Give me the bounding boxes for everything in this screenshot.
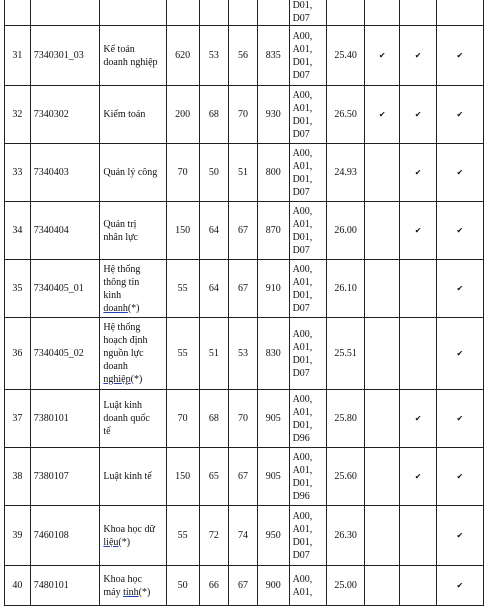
subject-combos — [289, 86, 327, 144]
cutoff-score — [327, 0, 365, 26]
combo-code: A00, — [292, 147, 313, 159]
combo-code: D01, — [292, 536, 313, 548]
check-icon — [400, 260, 436, 318]
value-c: 905 — [257, 448, 289, 506]
value-a: 68 — [199, 390, 229, 448]
cutoff-score: 26.00 — [327, 202, 365, 260]
major-code: 7340405_01 — [30, 260, 100, 318]
value-c: 930 — [257, 86, 289, 144]
table-row — [5, 390, 484, 448]
check-icon: ✔ — [436, 86, 483, 144]
quota: 150 — [166, 448, 199, 506]
check-icon: ✔ — [436, 506, 483, 566]
combo-code: A00, — [292, 205, 313, 217]
value-a: 51 — [199, 318, 229, 390]
combo-code: A01, — [292, 341, 313, 353]
quota: 55 — [166, 318, 199, 390]
check-icon: ✔ — [400, 448, 436, 506]
combo-code: A01, — [292, 586, 313, 598]
value-b: 70 — [229, 86, 258, 144]
combo-code: A01, — [292, 160, 313, 172]
combo-code: D07 — [292, 244, 310, 256]
major-name-line: doanh — [103, 361, 128, 372]
value-a: 72 — [199, 506, 229, 566]
major-name — [100, 0, 166, 26]
value-b: 53 — [229, 318, 258, 390]
major-name-line: tế — [103, 426, 111, 437]
combo-code: A01, — [292, 276, 313, 288]
check-icon — [400, 506, 436, 566]
check-icon — [400, 0, 436, 26]
quota: 55 — [166, 506, 199, 566]
major-name-line: thông tin — [103, 276, 140, 288]
major-name — [100, 26, 166, 86]
quota: 55 — [166, 260, 199, 318]
table-row — [5, 566, 484, 606]
combo-code: A01, — [292, 102, 313, 114]
combo-code: A00, — [292, 89, 313, 101]
major-name-link[interactable]: nghiệp — [103, 374, 131, 385]
value-c — [257, 0, 289, 26]
major-name-line: nhân lực — [103, 231, 138, 243]
value-c: 950 — [257, 506, 289, 566]
major-name — [100, 318, 166, 390]
value-c: 835 — [257, 26, 289, 86]
row-number: 33 — [5, 144, 31, 202]
major-name-line: Kế toán — [103, 43, 135, 55]
table-row — [5, 26, 484, 86]
combo-code: D07 — [292, 186, 310, 198]
check-icon — [365, 318, 400, 390]
table-row — [5, 318, 484, 390]
row-number: 34 — [5, 202, 31, 260]
check-icon: ✔ — [400, 390, 436, 448]
major-code: 7340301_03 — [30, 26, 100, 86]
quota: 150 — [166, 202, 199, 260]
check-icon — [400, 318, 436, 390]
row-number: 31 — [5, 26, 31, 86]
check-icon: ✔ — [436, 390, 483, 448]
cutoff-score: 25.51 — [327, 318, 365, 390]
check-icon — [365, 144, 400, 202]
combo-code: D01, — [292, 419, 313, 431]
table-body — [5, 0, 484, 606]
value-c: 910 — [257, 260, 289, 318]
major-name-line — [103, 302, 162, 315]
row-number: 38 — [5, 448, 31, 506]
value-b — [229, 0, 258, 26]
subject-combos — [289, 26, 327, 86]
quota: 50 — [166, 566, 199, 606]
check-icon — [365, 390, 400, 448]
row-number: 39 — [5, 506, 31, 566]
check-icon: ✔ — [436, 318, 483, 390]
value-c: 830 — [257, 318, 289, 390]
value-b: 74 — [229, 506, 258, 566]
combo-code: D01, — [292, 231, 313, 243]
subject-combos — [289, 144, 327, 202]
check-icon: ✔ — [436, 448, 483, 506]
combo-code: D07 — [292, 367, 310, 379]
combo-code: A01, — [292, 523, 313, 535]
cutoff-score: 26.50 — [327, 86, 365, 144]
major-name-line: doanh quốc — [103, 413, 150, 424]
check-icon — [365, 202, 400, 260]
major-name — [100, 260, 166, 318]
subject-combos — [289, 390, 327, 448]
major-name-line — [103, 536, 162, 549]
major-name-link[interactable]: doanh — [103, 302, 128, 314]
admission-table — [4, 0, 484, 606]
combo-code: D07 — [292, 13, 310, 24]
combo-code: D01, — [292, 173, 313, 185]
major-name — [100, 390, 166, 448]
major-code: 7340302 — [30, 86, 100, 144]
value-a: 68 — [199, 86, 229, 144]
major-name-line: hoạch định — [103, 335, 148, 346]
major-name-prefix: máy — [103, 586, 124, 598]
major-name-line: Luật kinh — [103, 400, 142, 411]
major-name — [100, 448, 166, 506]
major-name-line: Kiểm toán — [103, 109, 146, 120]
major-name-line — [103, 586, 162, 599]
major-name-line: Quản trị — [103, 218, 137, 230]
major-name — [100, 506, 166, 566]
major-name-line: kinh — [103, 289, 122, 301]
row-number: 36 — [5, 318, 31, 390]
major-name-line: nguồn lực — [103, 348, 144, 359]
row-number: 35 — [5, 260, 31, 318]
combo-code: A00, — [292, 451, 313, 463]
major-name-line: Khoa học dữ — [103, 523, 155, 535]
major-code: 7340403 — [30, 144, 100, 202]
row-number: 37 — [5, 390, 31, 448]
quota — [166, 0, 199, 26]
combo-code: A00, — [292, 393, 313, 405]
table-row — [5, 260, 484, 318]
subject-combos — [289, 260, 327, 318]
major-name-link[interactable]: liệu — [103, 536, 119, 548]
combo-code: A00, — [292, 510, 313, 522]
table-row — [5, 0, 484, 26]
major-name — [100, 144, 166, 202]
value-c: 800 — [257, 144, 289, 202]
value-a: 50 — [199, 144, 229, 202]
check-icon: ✔ — [436, 26, 483, 86]
combo-code: D01, — [292, 289, 313, 301]
value-a — [199, 0, 229, 26]
combo-code: A01, — [292, 43, 313, 55]
value-b: 56 — [229, 26, 258, 86]
cutoff-score: 26.10 — [327, 260, 365, 318]
combo-code: A00, — [292, 263, 313, 275]
major-name-suffix: (*) — [118, 536, 131, 548]
value-a: 64 — [199, 202, 229, 260]
major-code: 7480101 — [30, 566, 100, 606]
value-a: 53 — [199, 26, 229, 86]
check-icon — [365, 260, 400, 318]
combo-code: D07 — [292, 69, 310, 81]
major-name-link[interactable]: tính — [123, 586, 139, 598]
major-name-suffix: (*) — [138, 586, 151, 598]
cutoff-score: 25.40 — [327, 26, 365, 86]
cutoff-score: 25.00 — [327, 566, 365, 606]
major-name-line: Hệ thống — [103, 322, 141, 333]
major-name — [100, 566, 166, 606]
quota: 70 — [166, 390, 199, 448]
major-code: 7340405_02 — [30, 318, 100, 390]
major-name-line: Hệ thống — [103, 263, 141, 275]
quota: 620 — [166, 26, 199, 86]
value-b: 70 — [229, 390, 258, 448]
combo-code: D01, — [292, 354, 313, 366]
value-a: 66 — [199, 566, 229, 606]
check-icon: ✔ — [365, 26, 400, 86]
combo-code: D01, — [292, 56, 313, 68]
value-b: 51 — [229, 144, 258, 202]
major-code — [30, 0, 100, 26]
major-code: 7380101 — [30, 390, 100, 448]
check-icon — [365, 566, 400, 606]
value-c: 905 — [257, 390, 289, 448]
combo-code: D01, — [292, 115, 313, 127]
check-icon — [365, 0, 400, 26]
cutoff-score: 24.93 — [327, 144, 365, 202]
check-icon — [365, 506, 400, 566]
major-name-suffix: (*) — [130, 374, 143, 385]
check-icon — [365, 448, 400, 506]
quota: 70 — [166, 144, 199, 202]
check-icon: ✔ — [436, 202, 483, 260]
table-row — [5, 448, 484, 506]
check-icon: ✔ — [400, 144, 436, 202]
subject-combos — [289, 318, 327, 390]
major-name — [100, 202, 166, 260]
combo-code: A00, — [292, 30, 313, 42]
major-name-line: Luật kinh tế — [103, 471, 152, 482]
combo-code: A00, — [292, 328, 313, 340]
row-number: 40 — [5, 566, 31, 606]
table-row — [5, 506, 484, 566]
combo-code: D07 — [292, 549, 310, 561]
subject-combos — [289, 0, 327, 26]
table-row — [5, 202, 484, 260]
row-number — [5, 0, 31, 26]
quota: 200 — [166, 86, 199, 144]
combo-code: D96 — [292, 432, 310, 444]
table-row — [5, 144, 484, 202]
value-b: 67 — [229, 202, 258, 260]
major-name-line: doanh nghiệp — [103, 56, 158, 68]
value-c: 900 — [257, 566, 289, 606]
check-icon: ✔ — [436, 144, 483, 202]
major-name-line — [103, 373, 162, 386]
combo-code: D07 — [292, 128, 310, 140]
combo-code: A01, — [292, 406, 313, 418]
combo-code: D01, — [292, 477, 313, 489]
major-code: 7380107 — [30, 448, 100, 506]
major-name — [100, 86, 166, 144]
value-b: 67 — [229, 260, 258, 318]
major-name-line: Quản lý công — [103, 167, 158, 178]
check-icon: ✔ — [400, 86, 436, 144]
check-icon: ✔ — [436, 260, 483, 318]
major-name-line: Khoa học — [103, 573, 142, 585]
value-a: 65 — [199, 448, 229, 506]
combo-code: A01, — [292, 218, 313, 230]
subject-combos — [289, 448, 327, 506]
check-icon: ✔ — [400, 26, 436, 86]
value-a: 64 — [199, 260, 229, 318]
table-row — [5, 86, 484, 144]
combo-code: D07 — [292, 302, 310, 314]
combo-code: A01, — [292, 464, 313, 476]
combo-code: D96 — [292, 490, 310, 502]
subject-combos — [289, 202, 327, 260]
major-code: 7460108 — [30, 506, 100, 566]
cutoff-score: 26.30 — [327, 506, 365, 566]
value-b: 67 — [229, 448, 258, 506]
check-icon — [400, 566, 436, 606]
cutoff-score: 25.60 — [327, 448, 365, 506]
check-icon: ✔ — [436, 566, 483, 606]
check-icon — [436, 0, 483, 26]
major-code: 7340404 — [30, 202, 100, 260]
check-icon: ✔ — [400, 202, 436, 260]
value-b: 67 — [229, 566, 258, 606]
cutoff-score: 25.80 — [327, 390, 365, 448]
subject-combos — [289, 566, 327, 606]
subject-combos — [289, 506, 327, 566]
combo-code: D01, — [292, 0, 313, 11]
value-c: 870 — [257, 202, 289, 260]
combo-code: A00, — [292, 573, 313, 585]
major-name-suffix: (*) — [127, 302, 140, 314]
check-icon: ✔ — [365, 86, 400, 144]
row-number: 32 — [5, 86, 31, 144]
